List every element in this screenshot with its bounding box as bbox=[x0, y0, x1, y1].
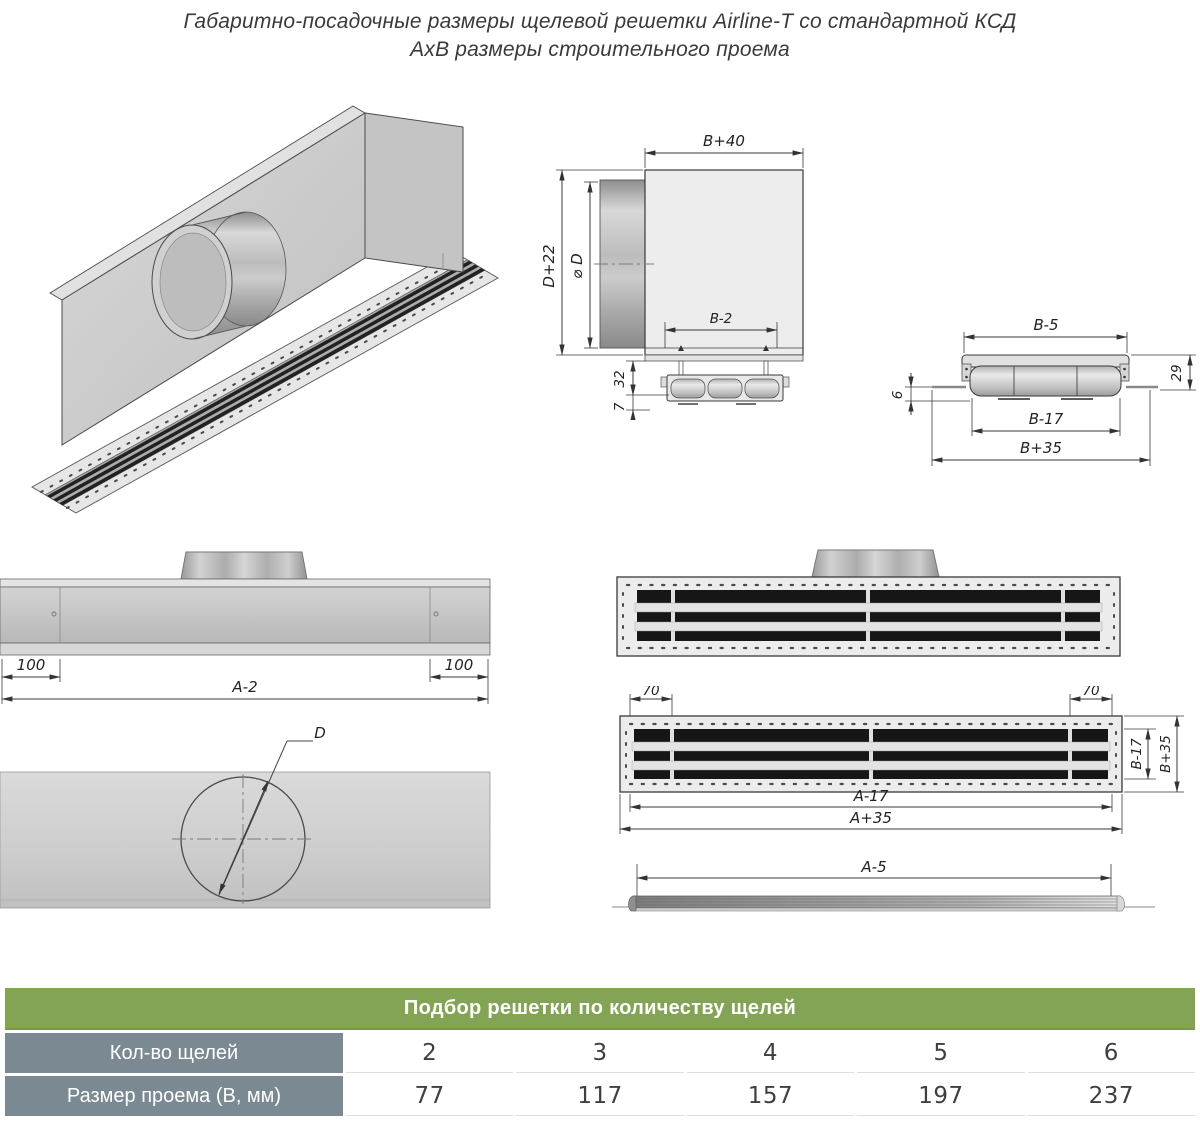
dim-label-d-plus-22: D+22 bbox=[540, 244, 558, 288]
isometric-view-drawing bbox=[22, 85, 527, 515]
top-view-body bbox=[0, 772, 490, 908]
slot-count-value: 6 bbox=[1028, 1033, 1195, 1073]
slot-count-value: 5 bbox=[857, 1033, 1024, 1073]
grille-front-view-drawing bbox=[600, 686, 1200, 844]
side-view-drawing bbox=[540, 118, 870, 420]
slot-count-value: 4 bbox=[687, 1033, 854, 1073]
page-title-line2: АхВ размеры строительного проема bbox=[410, 38, 790, 61]
slot-count-value: 2 bbox=[346, 1033, 513, 1073]
dim-label-a-plus-35: A+35 bbox=[850, 809, 892, 827]
opening-size-value: 77 bbox=[346, 1076, 513, 1116]
top-view-drawing bbox=[0, 710, 520, 942]
dim-label-b-plus-35-v: B+35 bbox=[1158, 735, 1174, 773]
dim-label-b-minus-17-v: B-17 bbox=[1129, 738, 1145, 770]
opening-size-value: 157 bbox=[687, 1076, 854, 1116]
slot-count-value: 3 bbox=[516, 1033, 683, 1073]
row-label-opening-size: Размер проема (В, мм) bbox=[5, 1076, 343, 1116]
dim-label-a-minus-2: A-2 bbox=[232, 678, 258, 696]
dim-label-29: 29 bbox=[1169, 364, 1185, 382]
dim-label-32: 32 bbox=[612, 370, 628, 388]
section-view-drawing bbox=[880, 308, 1200, 480]
grille-profile-view-drawing bbox=[610, 846, 1170, 926]
dim-label-100-right: 100 bbox=[444, 656, 474, 674]
table-row-slots bbox=[5, 1033, 1195, 1073]
grille-profile-dimensions bbox=[637, 858, 1111, 896]
opening-size-value: 197 bbox=[857, 1076, 1024, 1116]
selection-table bbox=[5, 988, 1195, 1119]
row-label-slot-count: Кол-во щелей bbox=[5, 1033, 343, 1073]
dim-label-duct-diameter: ⌀ D bbox=[568, 253, 586, 279]
dim-label-d: D bbox=[314, 724, 326, 742]
table-row-opening-size bbox=[5, 1076, 1195, 1116]
page-title bbox=[0, 8, 1200, 64]
dim-label-100-left: 100 bbox=[16, 656, 46, 674]
front-view-dimensions bbox=[2, 656, 488, 704]
front-view-body bbox=[0, 552, 490, 655]
dim-label-b-minus-2: B-2 bbox=[709, 311, 733, 327]
opening-size-value: 237 bbox=[1028, 1076, 1195, 1116]
grille-profile-body bbox=[612, 896, 1155, 911]
dim-label-a-minus-17: A-17 bbox=[853, 787, 889, 805]
table-header: Подбор решетки по количеству щелей bbox=[5, 988, 1195, 1030]
front-view-drawing bbox=[0, 540, 520, 712]
dim-label-7: 7 bbox=[612, 402, 628, 412]
dim-label-b-plus-40: B+40 bbox=[703, 132, 745, 150]
grille-rear-body bbox=[617, 550, 1120, 656]
dim-label-70-right: 70 bbox=[1082, 686, 1100, 699]
dim-label-70-left: 70 bbox=[642, 686, 660, 699]
opening-size-value: 117 bbox=[516, 1076, 683, 1116]
dim-label-b-minus-17: B-17 bbox=[1028, 410, 1064, 428]
dim-label-a-minus-5: A-5 bbox=[861, 858, 887, 876]
dim-label-6: 6 bbox=[890, 390, 906, 400]
section-view-body bbox=[932, 355, 1158, 399]
dim-label-b-plus-35: B+35 bbox=[1020, 439, 1062, 457]
dim-label-b-minus-5: B-5 bbox=[1033, 316, 1059, 334]
grille-front-body bbox=[620, 716, 1122, 792]
grille-rear-view-drawing bbox=[615, 548, 1125, 660]
page-title-line1: Габаритно-посадочные размеры щелевой решетки Airline-T со стандартной КСД bbox=[183, 10, 1017, 33]
